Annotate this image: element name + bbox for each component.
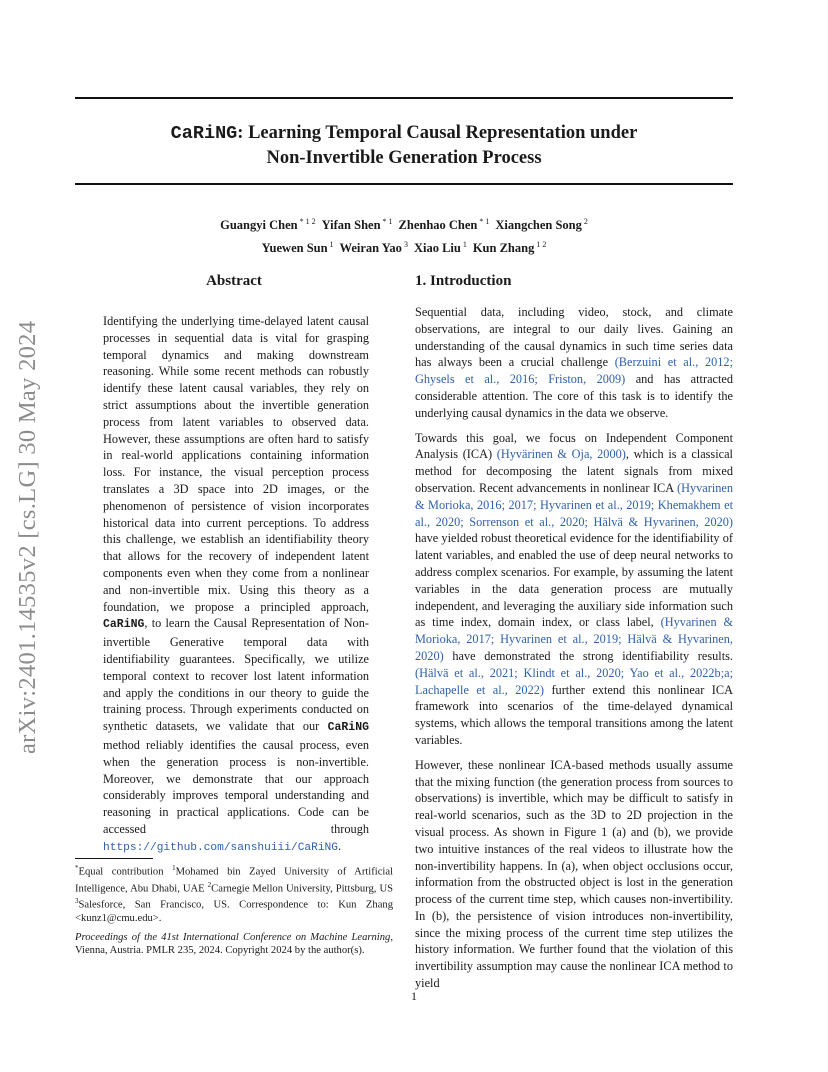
author-name: Xiangchen Song $^2$ bbox=[495, 217, 588, 233]
author-line-1 bbox=[75, 212, 733, 235]
abstract-end: . bbox=[337, 838, 342, 853]
proceedings-italic: Proceedings of the 41st International Conference on Machine Learning bbox=[75, 932, 391, 943]
author-name: Yifan Shen $^{* 1}$ bbox=[321, 217, 393, 233]
abstract-text-1: Identifying the underlying time-delayed latent causal processes in sequential data is vital for grasping temporal dynamics and making downstream reasoning. While some recent methods can robustly identify these latent causal variables, they rely on strict assumptions about the invertible generation process from latent variables to observed data. However, these assumptions are often hard to satisfy in real-world applications containing information loss. For instance, the visual perception process translates a 3D space into 2D images, or the phenomenon of persistence of vision incorporates historical data into current perceptions. To address this challenge, we establish an identifiability theory that allows for the recovery of independent latent components even when they come from a nonlinear and non-invertible mix. Using this theory as a foundation, we propose a principled approach, bbox=[103, 314, 369, 614]
intro-text: have demonstrated the strong identifiability results. bbox=[443, 648, 733, 663]
arxiv-stamp: arXiv:2401.14535v2 [cs.LG] 30 May 2024 bbox=[14, 320, 41, 754]
method-name: CaRiNG bbox=[170, 123, 238, 144]
footnote-aff1: Mohamed bin Zayed University of Artificial Intelligence, Abu Dhabi, UAE bbox=[75, 866, 394, 895]
title-line-2: Non-Invertible Generation Process bbox=[266, 148, 542, 168]
abstract-text-2: , to learn the Causal Representation of Non-invertible Generative temporal data with identifiability guarantees. Specifically, we utilize temporal context to recover lost latent information and apply the conditions in our theory to guide the training process. Through experiments conducted on synthetic datasets, we validate that our bbox=[103, 616, 369, 734]
intro-paragraph-2 bbox=[415, 430, 733, 749]
proceedings-rest: , Vienna, Austria. PMLR 235, 2024. Copyright 2024 by the author(s). bbox=[75, 932, 393, 956]
author-name: Zhenhao Chen $^{* 1}$ bbox=[398, 217, 490, 233]
code-link[interactable]: https://github.com/sanshuiii/CaRiNG bbox=[103, 841, 338, 854]
footnote-rule bbox=[75, 858, 153, 859]
method-name-inline-2: CaRiNG bbox=[327, 721, 370, 735]
footnote-equal: Equal contribution bbox=[78, 866, 173, 878]
paper-title bbox=[75, 121, 733, 171]
author-line-2 bbox=[75, 235, 733, 258]
abstract-text-3: method reliably identifies the causal process, even when the generation process is non-invertible. Moreover, we demonstrate that our approach considerably improves temporal understanding and reasoning in practical applications. Code can be accessed through bbox=[103, 737, 369, 836]
introduction-body bbox=[415, 304, 733, 1000]
author-list bbox=[75, 212, 733, 258]
intro-paragraph-1 bbox=[415, 304, 733, 422]
author-name: Yuewen Sun $^1$ bbox=[261, 240, 334, 256]
intro-text: Towards this goal, we focus on Independent Component Analysis (ICA) bbox=[415, 430, 733, 462]
citation-link[interactable]: (Berzuini et al., 2012; Ghysels et al., 2016; Friston, 2009) bbox=[415, 355, 733, 387]
intro-text: , which is a classical method for decomposing the latent signals from mixed observation. Recent advancements in nonlinear ICA bbox=[415, 447, 733, 495]
footnote-aff3: Salesforce, San Francisco, US. Correspondence to: Kun Zhang <kunz1@cmu.edu>. bbox=[75, 899, 393, 924]
intro-text: further extend this nonlinear ICA framework into scenarios of the time-delayed dynamical systems, which allows the temporal transitions among the latent variables. bbox=[415, 682, 733, 747]
author-name: Kun Zhang $^{1 2}$ bbox=[472, 240, 547, 256]
intro-text: and has attracted considerable attention. The core of this task is to identify the underlying causal dynamics in the data we observe. bbox=[415, 372, 734, 420]
intro-text: have yielded robust theoretical evidence for the identifiability of latent variables, and enabled the use of deep neural networks to address complex scenarios. For example, by assuming the latent variables in the data generation process are mutually independent, and leveraging the auxiliary side information such as time index, domain index, or class label, bbox=[415, 531, 733, 630]
intro-text: However, these nonlinear ICA-based methods usually assume that the mixing function (the generation process from sources to observations) is invertible, which may be difficult to satisfy in real-world scenarios, such as the 3D to 2D projection in the visual process. As shown in Figure 1 (a) and (b), we provide two intuitive instances of the real videos to illustrate how the non-invertibility happens. In (a), when object occlusions occur, information from the obstructed object is lost in the generation process of the current time step, which causes non-invertibility. In (b), the persistence of vision introduces non-invertibility, since the mixing process of the current time step utilizes the history information. We further found that the violation of this invertibility assumption may cause the nonlinear ICA method to yield bbox=[415, 757, 733, 991]
abstract-heading: Abstract bbox=[206, 273, 262, 289]
author-name: Weiran Yao $^3$ bbox=[339, 240, 408, 256]
page-number: 1 bbox=[411, 989, 417, 1003]
intro-text: Sequential data, including video, stock, and climate observations, are integral to our daily lives. Gaining an understanding of the causal dynamics in such time series data has always been a crucial challenge bbox=[415, 305, 733, 370]
method-name-inline: CaRiNG bbox=[103, 618, 145, 632]
citation-link[interactable]: (Hälvä et al., 2021; Klindt et al., 2020; Yao et al., 2022b;a; Lachapelle et al., 2022) bbox=[415, 665, 733, 697]
title-bottom-rule bbox=[75, 183, 733, 185]
footnote-aff2: Carnegie Mellon University, Pittsburg, US bbox=[211, 883, 393, 895]
intro-paragraph-3 bbox=[415, 757, 733, 992]
top-rule bbox=[75, 97, 733, 99]
author-name: Guangyi Chen $^{* 1 2}$ bbox=[220, 217, 316, 233]
title-line-1: : Learning Temporal Causal Representation under bbox=[237, 123, 638, 143]
citation-link[interactable]: (Hyvärinen & Oja, 2000) bbox=[496, 447, 626, 462]
author-name: Xiao Liu $^1$ bbox=[413, 240, 467, 256]
introduction-heading: 1. Introduction bbox=[415, 273, 512, 289]
footnote: *Equal contribution $^1$Mohamed bin Zayed University of Artificial Intelligence, Abu Dhabi, UAE $^2$Carnegie Mellon University, Pittsburg, US $^3$Salesforce, San Francisco, US. Correspondence to: Kun Zhang <kunz1@cmu.edu>. bbox=[75, 864, 394, 924]
proceedings-note bbox=[75, 931, 393, 957]
abstract-body bbox=[103, 313, 369, 857]
citation-link[interactable]: (Hyvarinen & Morioka, 2016; 2017; Hyvarinen et al., 2019; Khemakhem et al., 2020; Sorrenson et al., 2020; Hälvä & Hyvarinen, 2020) bbox=[415, 480, 733, 529]
citation-link[interactable]: (Hyvarinen & Morioka, 2017; Hyvarinen et al., 2019; Hälvä & Hyvarinen, 2020) bbox=[415, 615, 734, 663]
